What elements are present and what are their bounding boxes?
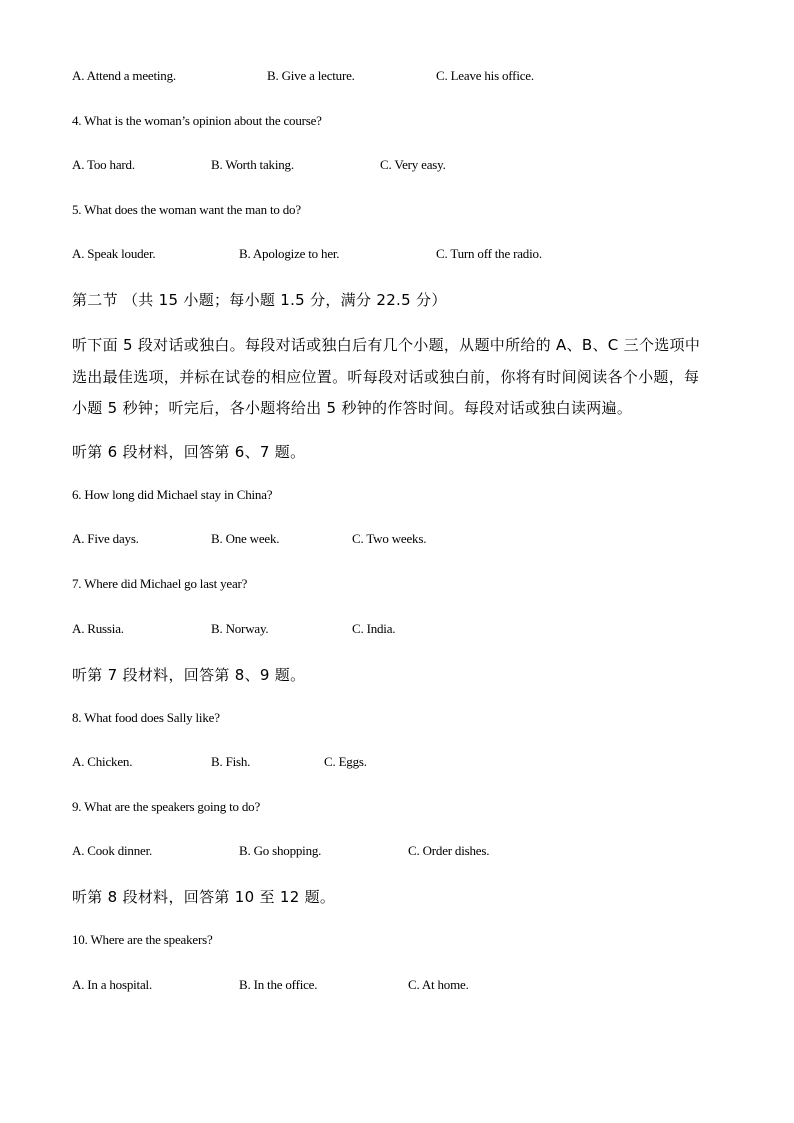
q10-question: 10. Where are the speakers? [72,932,213,947]
q9-question: 9. What are the speakers going to do? [72,799,261,814]
q6-option-c: C. Two weeks. [352,531,427,546]
material-8-heading: 听第 8 段材料，回答第 10 至 12 题。 [72,888,336,906]
q3-option-b: B. Give a lecture. [267,68,355,83]
instructions-line-3: 小题 5 秒钟；听完后，各小题将给出 5 秒钟的作答时间。每段对话或独白读两遍。 [72,399,633,417]
section-heading: 第二节 （共 15 小题；每小题 1.5 分，满分 22.5 分） [72,291,447,309]
q7-option-a: A. Russia. [72,621,124,636]
q9-option-a: A. Cook dinner. [72,843,153,858]
q6-question: 6. How long did Michael stay in China? [72,487,273,502]
q10-option-b: B. In the office. [239,977,318,992]
q9-option-b: B. Go shopping. [239,843,322,858]
instructions-line-1: 听下面 5 段对话或独白。每段对话或独白后有几个小题，从题中所给的 A、B、C 三个选项中 [72,336,701,354]
q10-option-c: C. At home. [408,977,469,992]
q8-option-b: B. Fish. [211,754,251,769]
q5-option-a: A. Speak louder. [72,246,156,261]
q4-option-a: A. Too hard. [72,157,135,172]
q10-option-a: A. In a hospital. [72,977,153,992]
q8-option-c: C. Eggs. [324,754,367,769]
material-7-heading: 听第 7 段材料，回答第 8、9 题。 [72,666,306,684]
q8-question: 8. What food does Sally like? [72,710,220,725]
q3-option-a: A. Attend a meeting. [72,68,176,83]
q4-option-c: C. Very easy. [380,157,446,172]
q3-option-c: C. Leave his office. [436,68,534,83]
q9-option-c: C. Order dishes. [408,843,490,858]
q4-question: 4. What is the woman’s opinion about the course? [72,113,322,128]
q7-option-b: B. Norway. [211,621,269,636]
q7-option-c: C. India. [352,621,396,636]
q6-option-b: B. One week. [211,531,280,546]
q5-question: 5. What does the woman want the man to do? [72,202,301,217]
q7-question: 7. Where did Michael go last year? [72,576,248,591]
material-6-heading: 听第 6 段材料，回答第 6、7 题。 [72,443,306,461]
q8-option-a: A. Chicken. [72,754,133,769]
q6-option-a: A. Five days. [72,531,139,546]
q5-option-b: B. Apologize to her. [239,246,340,261]
instructions-line-2: 选出最佳选项，并标在试卷的相应位置。听每段对话或独白前，你将有时间阅读各个小题，每 [72,368,700,386]
q5-option-c: C. Turn off the radio. [436,246,542,261]
q4-option-b: B. Worth taking. [211,157,294,172]
